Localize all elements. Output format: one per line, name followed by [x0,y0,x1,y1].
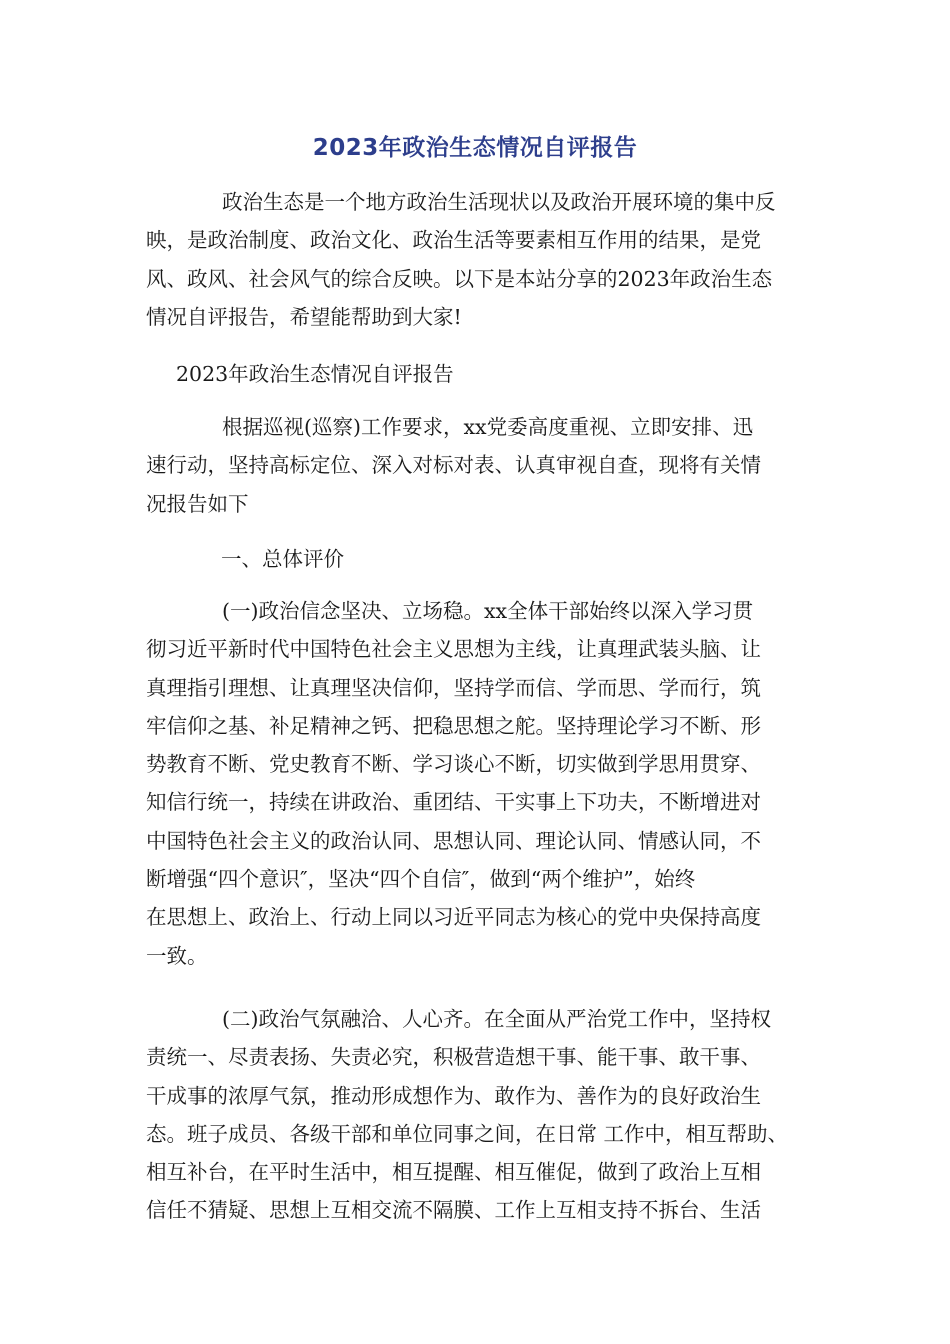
paragraph-line: 责统一、尽责表扬、失责必究，积极营造想干事、能干事、敢干事、 [146,1045,761,1070]
section-heading: 一、总体评价 [221,547,344,571]
paragraph-line: 一致。 [146,943,208,968]
paragraph-line: (二)政治气氛融洽、人心齐。在全面从严治党工作中，坚持权 [222,1007,771,1031]
paragraph-line: 相互补台，在平时生活中，相互提醒、相互催促，做到了政治上互相 [146,1160,761,1185]
intro-line: 政治生态是一个地方政治生活现状以及政治开展环境的集中反 [222,190,776,214]
paragraph-line: 在思想上、政治上、行动上同以习近平同志为核心的党中央保持高度 [146,905,761,930]
basis-line: 根据巡视(巡察)工作要求，xx党委高度重视、立即安排、迅 [222,415,754,439]
intro-line: 风、政风、社会风气的综合反映。以下是本站分享的2023年政治生态 [146,266,773,291]
paragraph-line: 中国特色社会主义的政治认同、思想认同、理论认同、情感认同，不 [146,828,761,853]
basis-paragraph [146,408,810,523]
intro-line: 情况自评报告，希望能帮助到大家! [146,304,462,329]
paragraph-line: 真理指引理想、让真理坚决信仰，坚持学而信、学而思、学而行，筑 [146,675,761,700]
paragraph-line: 势教育不断、党史教育不断、学习谈心不断，切实做到学思用贯穿、 [146,752,761,777]
paragraph-line: 干成事的浓厚气氛，推动形成想作为、敢作为、善作为的良好政治生 [146,1083,761,1108]
paragraph-line: 信任不猜疑、思想上互相交流不隔膜、工作上互相支持不拆台、生活 [146,1198,761,1223]
basis-line: 况报告如下 [146,491,249,516]
document-title: 2023年政治生态情况自评报告 [312,135,638,161]
basis-line: 速行动，坚持高标定位、深入对标对表、认真审视自查，现将有关情 [146,453,761,478]
paragraph-line: 知信行统一，持续在讲政治、重团结、干实事上下功夫，不断增进对 [146,790,761,815]
paragraph-2 [146,1000,810,1230]
intro-paragraph [146,183,810,336]
paragraph-line: 牢信仰之基、补足精神之钙、把稳思想之舵。坚持理论学习不断、形 [146,713,761,738]
paragraph-line: 彻习近平新时代中国特色社会主义思想为主线，让真理武装头脑、让 [146,637,761,662]
intro-line: 映，是政治制度、政治文化、政治生活等要素相互作用的结果，是党 [146,228,761,253]
paragraph-line: (一)政治信念坚决、立场稳。xx全体干部始终以深入学习贯 [222,599,754,623]
paragraph-1 [146,592,810,975]
paragraph-line: 态。班子成员、各级干部和单位同事之间，在日常 工作中，相互帮助、 [146,1121,789,1146]
report-subtitle: 2023年政治生态情况自评报告 [176,362,454,386]
paragraph-line: 断增强“四个意识″，坚决“四个自信″，做到“两个维护”，始终 [146,867,696,892]
